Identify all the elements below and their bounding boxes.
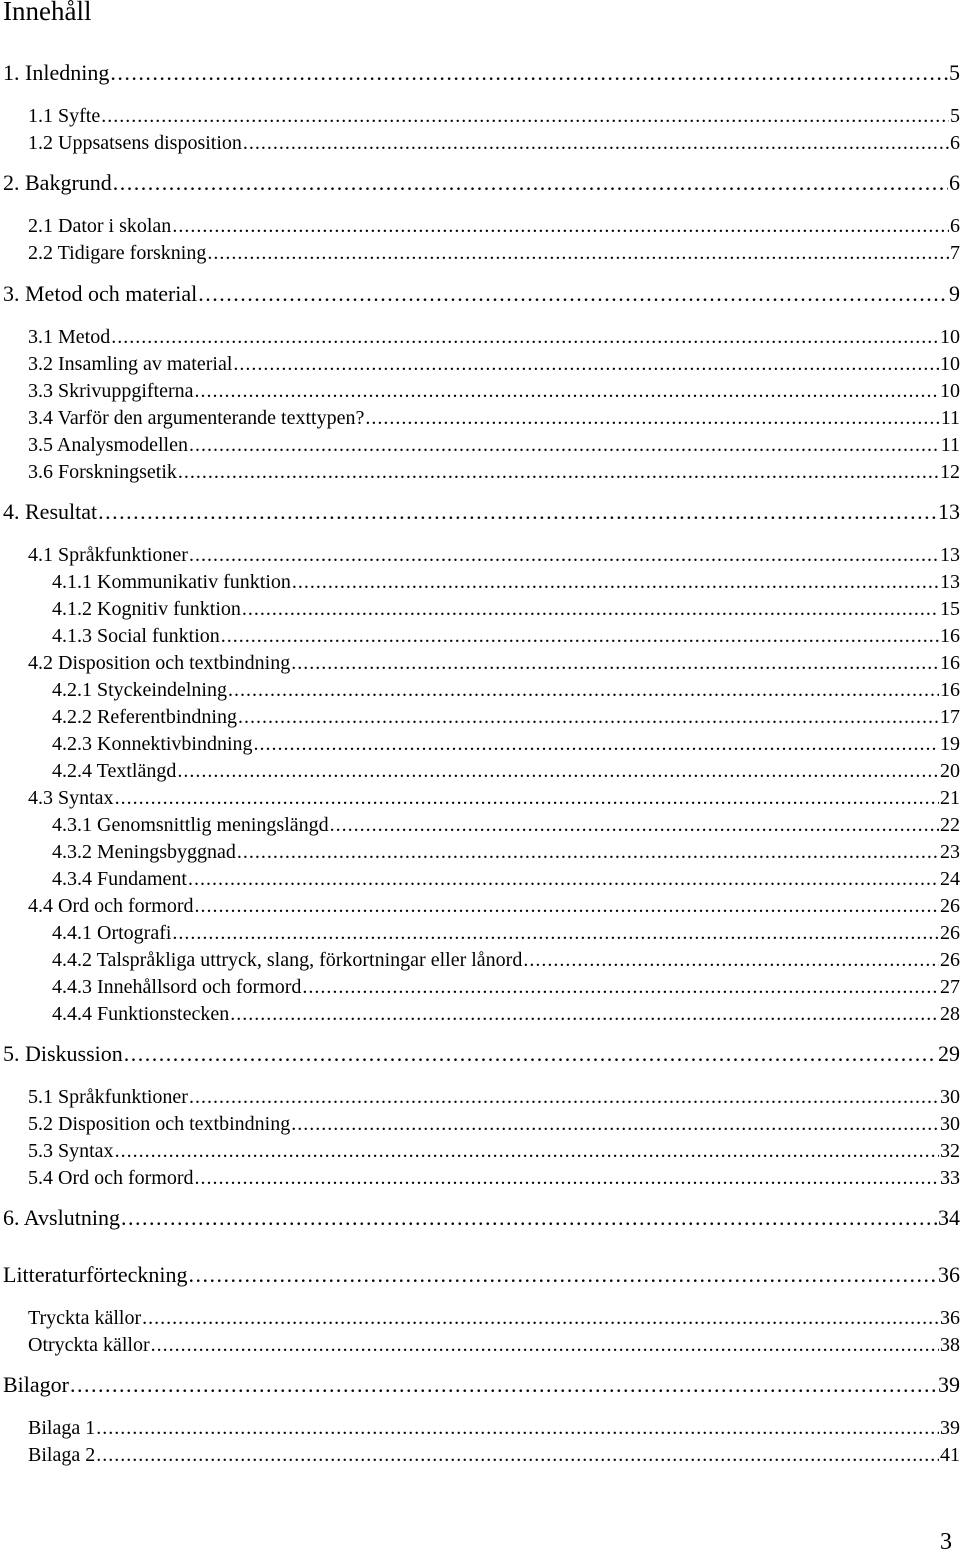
toc-dot-leader: [189, 1085, 939, 1109]
toc-entry-label: 4.4 Ord och formord: [28, 895, 194, 917]
toc-dot-leader: [237, 840, 939, 864]
toc-section-entry[interactable]: [28, 651, 960, 675]
toc-section-entry[interactable]: [28, 1139, 960, 1163]
toc-entry-label: 4.2.3 Konnektivbindning: [52, 733, 253, 755]
toc-section-entry[interactable]: [28, 214, 960, 238]
page-number: 3: [940, 1529, 952, 1555]
toc-entry-label: 4.2 Disposition och textbindning: [28, 652, 291, 674]
toc-section-entry[interactable]: [28, 325, 960, 349]
toc-entry-label: 3.1 Metod: [28, 326, 111, 348]
toc-entry-page-number: 16: [940, 652, 960, 674]
toc-dot-leader: [101, 104, 949, 128]
toc-dot-leader: [523, 948, 939, 972]
toc-entry-label: 4.1.2 Kognitiv funktion: [52, 598, 241, 620]
toc-entry-page-number: 13: [940, 544, 960, 566]
toc-section-entry[interactable]: [52, 867, 960, 891]
toc-entry-page-number: 12: [940, 461, 960, 483]
toc-dot-leader: [96, 1416, 939, 1440]
toc-entry-page-number: 20: [940, 760, 960, 782]
toc-dot-leader: [124, 1041, 937, 1067]
toc-entry-page-number: 36: [938, 1262, 960, 1287]
toc-entry-label: 3.3 Skrivuppgifterna: [28, 380, 194, 402]
toc-entry-label: Bilaga 1: [28, 1417, 96, 1439]
toc-entry-label: Bilagor: [3, 1372, 69, 1397]
toc-section-entry[interactable]: [52, 1002, 960, 1026]
toc-dot-leader: [292, 570, 939, 594]
toc-dot-leader: [207, 241, 949, 265]
page-title: Innehåll: [3, 0, 92, 26]
toc-entry-page-number: 9: [949, 281, 960, 306]
toc-entry-page-number: 16: [940, 625, 960, 647]
toc-entry-page-number: 26: [940, 895, 960, 917]
toc-entry-label: 2. Bakgrund: [3, 170, 112, 195]
toc-entry-page-number: 26: [940, 949, 960, 971]
toc-dot-leader: [228, 678, 939, 702]
toc-section-entry[interactable]: [28, 1085, 960, 1109]
toc-entry-label: 1.1 Syfte: [28, 105, 101, 127]
toc-section-entry[interactable]: [28, 241, 960, 265]
toc-entry-page-number: 36: [940, 1307, 960, 1329]
toc-entry-label: Tryckta källor: [28, 1307, 142, 1329]
toc-chapter-entry[interactable]: [3, 281, 960, 307]
toc-chapter-entry[interactable]: [3, 60, 960, 86]
toc-entry-label: 1.2 Uppsatsens disposition: [28, 132, 242, 154]
toc-entry-label: 4.4.2 Talspråkliga uttryck, slang, förkortningar eller lånord: [52, 949, 523, 971]
toc-entry-page-number: 39: [938, 1372, 960, 1397]
toc-entry-label: 2.2 Tidigare forskning: [28, 242, 207, 264]
toc-entry-label: 5.1 Språkfunktioner: [28, 1086, 188, 1108]
toc-entry-label: 5.3 Syntax: [28, 1140, 114, 1162]
toc-entry-label: 5.2 Disposition och textbindning: [28, 1113, 291, 1135]
toc-chapter-entry[interactable]: [3, 1041, 960, 1067]
toc-dot-leader: [291, 1112, 939, 1136]
toc-dot-leader: [113, 170, 948, 196]
toc-entry-page-number: 10: [940, 326, 960, 348]
toc-dot-leader: [189, 433, 940, 457]
toc-dot-leader: [98, 499, 937, 525]
toc-dot-leader: [242, 597, 939, 621]
toc-dot-leader: [172, 214, 949, 238]
toc-entry-page-number: 6: [950, 215, 960, 237]
toc-entry-page-number: 21: [940, 787, 960, 809]
toc-section-entry[interactable]: [28, 406, 960, 430]
toc-entry-page-number: 13: [940, 571, 960, 593]
toc-entry-page-number: 38: [940, 1334, 960, 1356]
toc-section-entry[interactable]: [28, 131, 960, 155]
toc-entry-page-number: 26: [940, 922, 960, 944]
toc-entry-page-number: 10: [940, 380, 960, 402]
toc-dot-leader: [70, 1372, 937, 1398]
toc-section-entry[interactable]: [52, 921, 960, 945]
toc-chapter-entry[interactable]: [3, 1205, 960, 1231]
toc-entry-page-number: 30: [940, 1086, 960, 1108]
toc-dot-leader: [198, 281, 948, 307]
toc-section-entry[interactable]: [52, 705, 960, 729]
toc-entry-page-number: 39: [940, 1417, 960, 1439]
toc-section-entry[interactable]: [28, 1306, 960, 1330]
toc-entry-label: Otryckta källor: [28, 1334, 150, 1356]
toc-entry-label: 2.1 Dator i skolan: [28, 215, 172, 237]
toc-entry-page-number: 33: [940, 1167, 960, 1189]
toc-entry-label: 4.4.4 Funktionstecken: [52, 1003, 230, 1025]
toc-entry-label: Litteraturförteckning: [3, 1262, 188, 1287]
toc-entry-page-number: 5: [949, 60, 960, 85]
toc-section-entry[interactable]: [52, 759, 960, 783]
toc-dot-leader: [115, 786, 939, 810]
toc-dot-leader: [291, 651, 939, 675]
toc-entry-page-number: 32: [940, 1140, 960, 1162]
toc-dot-leader: [302, 975, 939, 999]
toc-entry-page-number: 6: [949, 170, 960, 195]
toc-section-entry[interactable]: [52, 840, 960, 864]
toc-entry-label: 4. Resultat: [3, 499, 98, 524]
toc-dot-leader: [254, 732, 939, 756]
toc-entry-label: 4.4.1 Ortografi: [52, 922, 172, 944]
toc-entry-page-number: 22: [940, 814, 960, 836]
toc-section-entry[interactable]: [28, 1443, 960, 1467]
toc-chapter-entry[interactable]: [3, 1262, 960, 1288]
toc-entry-label: 4.1 Språkfunktioner: [28, 544, 188, 566]
toc-section-entry[interactable]: [52, 732, 960, 756]
toc-dot-leader: [142, 1306, 939, 1330]
toc-entry-label: 5.4 Ord och formord: [28, 1167, 194, 1189]
toc-entry-page-number: 24: [940, 868, 960, 890]
toc-section-entry[interactable]: [28, 104, 960, 128]
toc-dot-leader: [195, 1166, 939, 1190]
toc-entry-page-number: 11: [940, 407, 960, 429]
toc-entry-page-number: 13: [938, 499, 960, 524]
toc-entry-page-number: 10: [940, 353, 960, 375]
toc-dot-leader: [178, 460, 939, 484]
toc-entry-page-number: 29: [938, 1041, 960, 1066]
toc-section-entry[interactable]: [28, 1416, 960, 1440]
toc-section-entry[interactable]: [28, 1112, 960, 1136]
toc-entry-page-number: 30: [940, 1113, 960, 1135]
toc-entry-page-number: 5: [950, 105, 960, 127]
toc-section-entry[interactable]: [28, 543, 960, 567]
toc-section-entry[interactable]: [52, 975, 960, 999]
toc-dot-leader: [188, 1262, 937, 1288]
toc-chapter-entry[interactable]: [3, 1372, 960, 1398]
toc-entry-label: 4.2.2 Referentbindning: [52, 706, 237, 728]
toc-section-entry[interactable]: [28, 1333, 960, 1357]
toc-dot-leader: [121, 1205, 937, 1231]
toc-dot-leader: [151, 1333, 939, 1357]
toc-section-entry[interactable]: [28, 894, 960, 918]
toc-entry-label: 5. Diskussion: [3, 1041, 123, 1066]
toc-entry-label: 4.2.4 Textlängd: [52, 760, 177, 782]
toc-entry-label: 3.4 Varför den argumenterande texttypen?: [28, 407, 365, 429]
toc-entry-page-number: 28: [940, 1003, 960, 1025]
toc-entry-label: 4.1.3 Social funktion: [52, 625, 220, 647]
toc-section-entry[interactable]: [28, 352, 960, 376]
toc-entry-label: 4.3.4 Fundament: [52, 868, 187, 890]
toc-entry-label: 3.2 Insamling av material: [28, 353, 233, 375]
toc-dot-leader: [172, 921, 939, 945]
toc-entry-label: 4.3.1 Genomsnittlig meningslängd: [52, 814, 329, 836]
toc-section-entry[interactable]: [28, 1166, 960, 1190]
toc-entry-label: 4.3 Syntax: [28, 787, 114, 809]
toc-dot-leader: [115, 1139, 939, 1163]
toc-section-entry[interactable]: [52, 624, 960, 648]
toc-entry-label: 1. Inledning: [3, 60, 110, 85]
toc-entry-label: Bilaga 2: [28, 1444, 96, 1466]
toc-dot-leader: [330, 813, 939, 837]
toc-section-entry[interactable]: [52, 948, 960, 972]
toc-section-entry[interactable]: [52, 597, 960, 621]
toc-entry-label: 3.6 Forskningsetik: [28, 461, 177, 483]
toc-dot-leader: [110, 60, 948, 86]
toc-entry-label: 4.2.1 Styckeindelning: [52, 679, 227, 701]
toc-dot-leader: [195, 379, 939, 403]
toc-dot-leader: [111, 325, 939, 349]
toc-section-entry[interactable]: [28, 433, 960, 457]
toc-chapter-entry[interactable]: [3, 499, 960, 525]
toc-chapter-entry[interactable]: [3, 170, 960, 196]
toc-dot-leader: [233, 352, 939, 376]
toc-entry-page-number: 15: [940, 598, 960, 620]
toc-entry-page-number: 17: [940, 706, 960, 728]
toc-entry-page-number: 27: [940, 976, 960, 998]
toc-section-entry[interactable]: [28, 379, 960, 403]
toc-dot-leader: [243, 131, 949, 155]
toc-dot-leader: [365, 406, 939, 430]
toc-dot-leader: [177, 759, 939, 783]
toc-entry-page-number: 34: [938, 1205, 960, 1230]
toc-entry-label: 4.1.1 Kommunikativ funktion: [52, 571, 291, 593]
toc-section-entry[interactable]: [28, 460, 960, 484]
toc-dot-leader: [188, 867, 939, 891]
toc-entry-page-number: 41: [940, 1444, 960, 1466]
toc-entry-page-number: 19: [940, 733, 960, 755]
toc-entry-page-number: 11: [940, 434, 960, 456]
toc-entry-label: 4.3.2 Meningsbyggnad: [52, 841, 236, 863]
toc-dot-leader: [238, 705, 939, 729]
toc-entry-label: 4.4.3 Innehållsord och formord: [52, 976, 302, 998]
toc-entry-label: 6. Avslutning: [3, 1205, 120, 1230]
toc-section-entry[interactable]: [28, 786, 960, 810]
toc-section-entry[interactable]: [52, 813, 960, 837]
toc-entry-page-number: 16: [940, 679, 960, 701]
toc-entry-page-number: 23: [940, 841, 960, 863]
toc-entry-page-number: 7: [950, 242, 960, 264]
toc-dot-leader: [96, 1443, 939, 1467]
toc-section-entry[interactable]: [52, 570, 960, 594]
toc-entry-label: 3.5 Analysmodellen: [28, 434, 188, 456]
toc-dot-leader: [189, 543, 939, 567]
toc-entry-label: 3. Metod och material: [3, 281, 198, 306]
toc-entry-page-number: 6: [950, 132, 960, 154]
toc-dot-leader: [230, 1002, 939, 1026]
toc-dot-leader: [221, 624, 939, 648]
toc-dot-leader: [195, 894, 939, 918]
toc-section-entry[interactable]: [52, 678, 960, 702]
